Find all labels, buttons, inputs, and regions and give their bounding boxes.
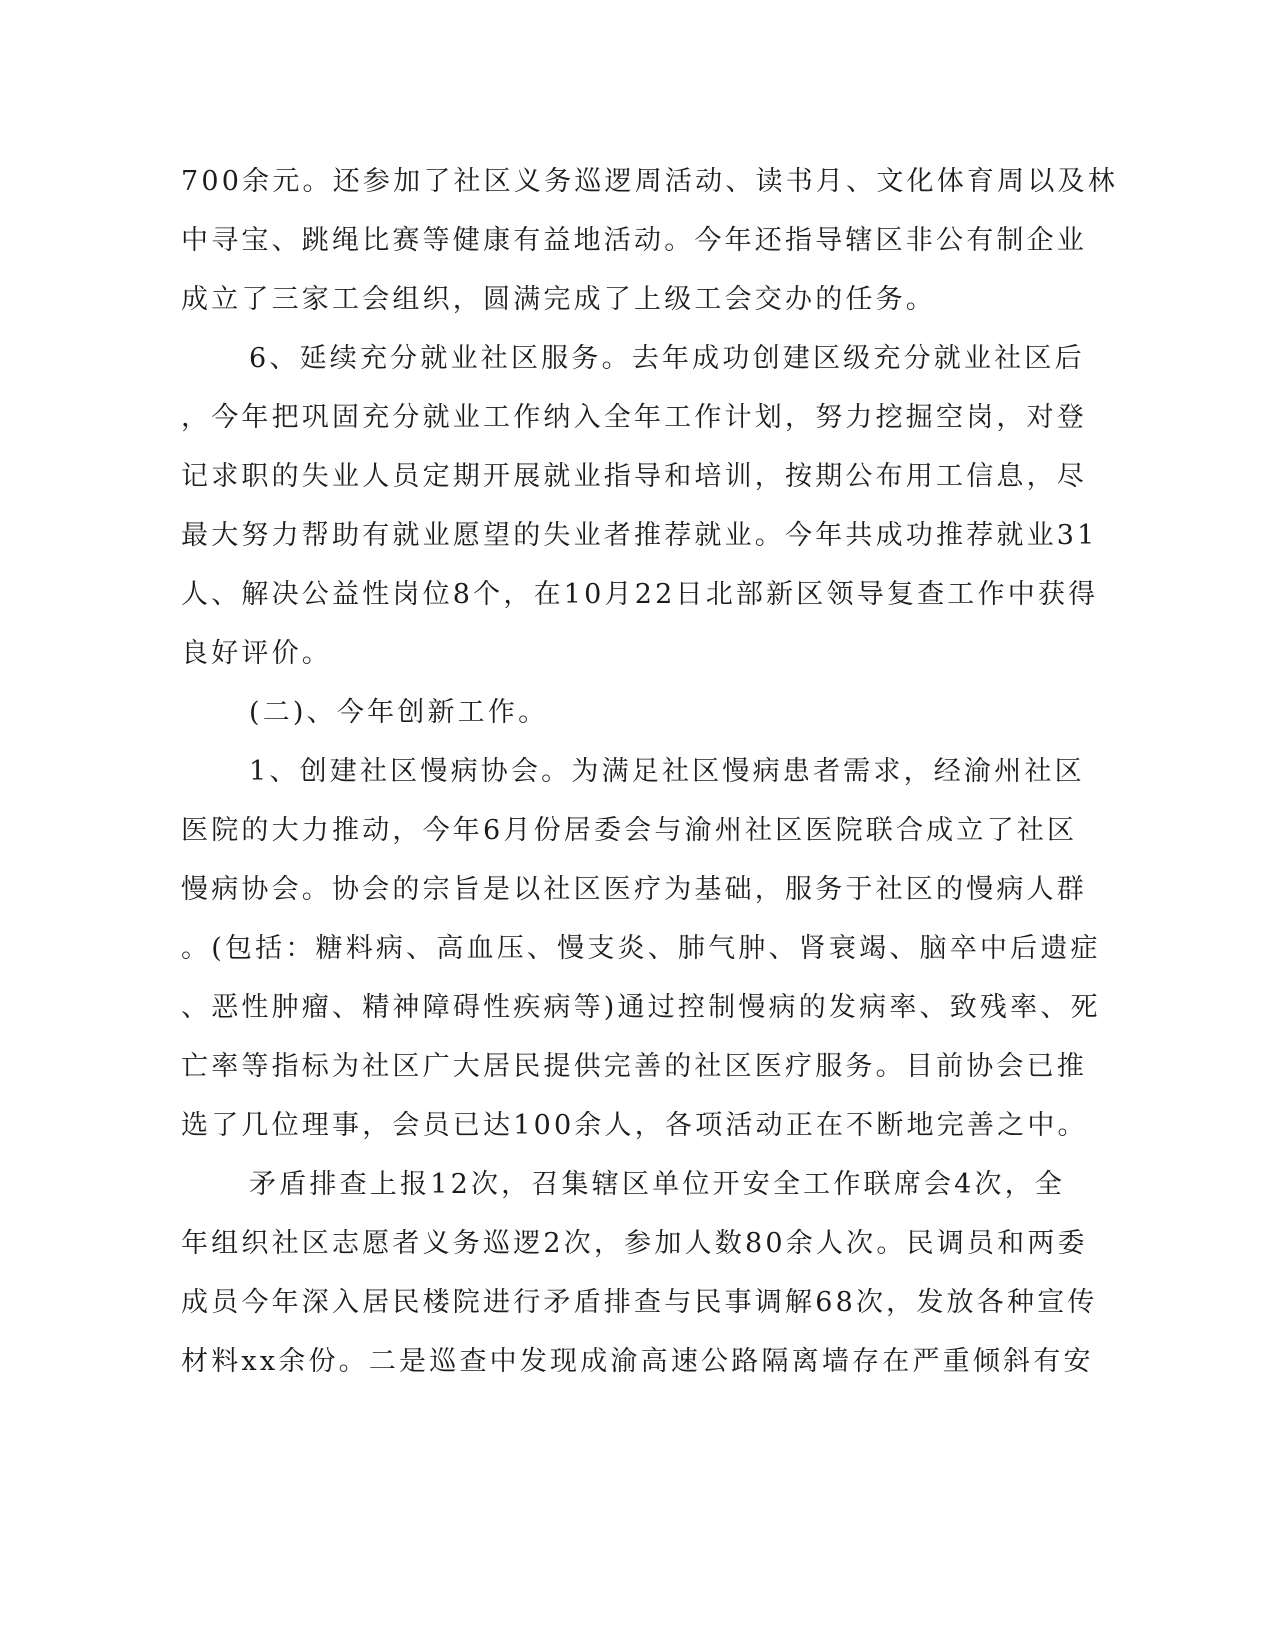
text-line: ，今年把巩固充分就业工作纳入全年工作计划，努力挖掘空岗，对登 xyxy=(181,402,1087,433)
text-line: 年组织社区志愿者义务巡逻2次，参加人数80余人次。民调员和两委 xyxy=(181,1228,1088,1259)
text-line: 700余元。还参加了社区义务巡逻周活动、读书月、文化体育周以及林 xyxy=(181,166,1118,197)
text-line: 最大努力帮助有就业愿望的失业者推荐就业。今年共成功推荐就业31 xyxy=(181,520,1098,551)
text-line: 亡率等指标为社区广大居民提供完善的社区医疗服务。目前协会已推 xyxy=(181,1051,1087,1082)
paragraph-start-line: 矛盾排查上报12次，召集辖区单位开安全工作联席会4次，全 xyxy=(249,1169,1066,1200)
paragraph-start-line: 6、延续充分就业社区服务。去年成功创建区级充分就业社区后 xyxy=(249,343,1085,374)
section-heading: (二)、今年创新工作。 xyxy=(249,697,549,728)
text-line: 材料xx余份。二是巡查中发现成渝高速公路隔离墙存在严重倾斜有安 xyxy=(181,1346,1094,1377)
text-line: 中寻宝、跳绳比赛等健康有益地活动。今年还指导辖区非公有制企业 xyxy=(181,225,1087,256)
text-line: 选了几位理事，会员已达100余人，各项活动正在不断地完善之中。 xyxy=(181,1110,1088,1141)
text-line: 医院的大力推动，今年6月份居委会与渝州社区医院联合成立了社区 xyxy=(181,815,1078,846)
text-line: 成员今年深入居民楼院进行矛盾排查与民事调解68次，发放各种宣传 xyxy=(181,1287,1098,1318)
text-line: 。(包括：糖料病、高血压、慢支炎、肺气肿、肾衰竭、脑卒中后遗症 xyxy=(181,933,1101,964)
text-line: 慢病协会。协会的宗旨是以社区医疗为基础，服务于社区的慢病人群 xyxy=(181,874,1087,905)
text-line: 良好评价。 xyxy=(181,638,332,669)
text-line: 、恶性肿瘤、精神障碍性疾病等)通过控制慢病的发病率、致残率、死 xyxy=(181,992,1101,1023)
paragraph-start-line: 1、创建社区慢病协会。为满足社区慢病患者需求，经渝州社区 xyxy=(249,756,1085,787)
text-line: 人、解决公益性岗位8个，在10月22日北部新区领导复查工作中获得 xyxy=(181,579,1099,610)
text-line: 成立了三家工会组织，圆满完成了上级工会交办的任务。 xyxy=(181,284,936,315)
text-line: 记求职的失业人员定期开展就业指导和培训，按期公布用工信息，尽 xyxy=(181,461,1087,492)
